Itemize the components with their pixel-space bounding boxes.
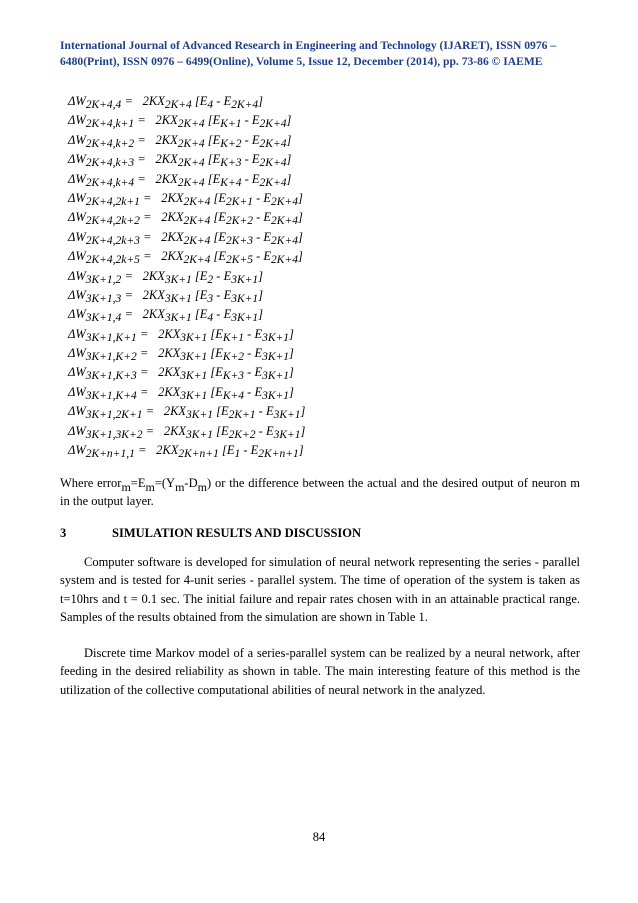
equation-subscript: K+1 — [220, 118, 242, 131]
section-title: SIMULATION RESULTS AND DISCUSSION — [112, 526, 362, 540]
equation-subscript: 3K+1 — [262, 389, 290, 402]
equation-line — [68, 363, 588, 382]
equals-sign: = — [140, 365, 148, 380]
equals-sign: = — [125, 268, 133, 283]
simulation-paragraph: Computer software is developed for simulation of neural network representing the series - parallel system and is tested for 4-unit series - parallel system. The time of operation of the system is taken as t=10hrs and t = 0.1 sec. The initial failure and repair rates chosen with in an attainable practical range. Samples of the results obtained from the simulation are shown in Table 1. — [60, 555, 580, 624]
equation-line — [68, 247, 588, 266]
equation-lhs: $\Delta W_{2K+4,2k+1}$ — [68, 190, 140, 208]
equation-line — [68, 111, 588, 130]
equation-subscript: 2K+4 — [183, 234, 211, 247]
equation-subscript: 2K+4 — [259, 157, 287, 170]
equation-subscript: 2K+4 — [271, 195, 298, 208]
equation-subscript: 2K+4 — [271, 215, 298, 228]
equation-rhs: $2KX_{3K+1}$ $[E_{K+2} - E_{3K+1}]$ — [151, 346, 294, 364]
equation-lhs: $\Delta W_{3K+1,3}$ — [68, 287, 122, 305]
error-text: Where error — [60, 476, 122, 490]
equation-rhs: $2KX_{2K+4}$ $[E_{2K+2} - E_{2K+4}]$ — [154, 210, 303, 228]
equation-subscript: K+4 — [222, 389, 245, 402]
equation-subscript: 3K+1 — [164, 292, 192, 305]
equation-rhs: $2KX_{2K+4}$ $[E_{2K+5} - E_{2K+4}]$ — [154, 249, 303, 267]
equals-sign: = — [138, 171, 146, 186]
equation-subscript: 2K+n+1 — [258, 448, 299, 461]
equation-subscript: 2K+5 — [226, 254, 253, 267]
d-subscript: m — [197, 480, 207, 494]
equation-lhs: $\Delta W_{2K+4,k+4}$ — [68, 171, 135, 189]
equation-subscript: K+3 — [220, 157, 242, 170]
error-definition-rest: ) or the difference between the actual and the desired output of neuron m in the output layer. — [60, 476, 580, 509]
equation-subscript: 2K+4,2k+3 — [85, 234, 140, 247]
equation-subscript: 2K+4 — [271, 234, 298, 247]
equals-sign: = — [143, 229, 151, 244]
equation-subscript: 2K+4,2k+5 — [85, 254, 140, 267]
equals-sign: = — [140, 384, 148, 399]
equation-subscript: 3K+1 — [180, 331, 208, 344]
equation-subscript: 3K+1 — [180, 370, 208, 383]
equation-subscript: 3K+1 — [273, 409, 301, 422]
equation-subscript: 2K+4 — [177, 118, 205, 131]
equation-subscript: 2K+4 — [183, 195, 211, 208]
equation-subscript: 2K+4 — [177, 137, 205, 150]
equation-line — [68, 150, 588, 169]
equation-subscript: 3K+1,4 — [85, 312, 122, 325]
equation-subscript: 3K+1 — [262, 331, 290, 344]
equation-subscript: 2K+4,2k+2 — [85, 215, 140, 228]
equation-subscript: 2K+4 — [183, 215, 211, 228]
equation-subscript: 2K+2 — [226, 215, 253, 228]
equation-lhs: $\Delta W_{3K+1,K+2}$ — [68, 346, 137, 364]
equation-lhs: $\Delta W_{3K+1,2K+1}$ — [68, 404, 143, 422]
equation-line — [68, 422, 588, 441]
journal-header-line-1: International Journal of Advanced Research in Engineering and Technology (IJARET), ISSN 0976 – — [60, 39, 557, 52]
equals-sign: = — [143, 249, 151, 264]
equation-rhs: $2KX_{2K+n+1}$ $[E_1 - E_{2K+n+1}]$ — [149, 443, 304, 461]
equation-subscript: 3K+1 — [186, 409, 213, 422]
equation-lhs: $\Delta W_{2K+4,4}$ — [68, 94, 122, 111]
equation-rhs: $2KX_{3K+1}$ $[E_{K+1} - E_{3K+1}]$ — [151, 326, 294, 344]
equation-subscript: K+2 — [220, 137, 242, 150]
equation-subscript: 4 — [207, 99, 214, 111]
equals-sign: = — [146, 404, 154, 419]
equation-subscript: 2K+4,k+2 — [85, 137, 135, 150]
equation-rhs: $2KX_{3K+1}$ $[E_3 - E_{3K+1}]$ — [136, 287, 264, 305]
equation-subscript: 3K+1 — [231, 312, 259, 325]
equation-subscript: 2K+4,4 — [85, 99, 122, 111]
markov-paragraph: Discrete time Markov model of a series-parallel system can be realized by a neural network, after feeding in the desired reliability as shown in table. The main interesting feature of this method is the utilization of the collective computational abilities of neural network in the analyzed. — [60, 646, 580, 697]
error-subscript: m — [121, 480, 131, 494]
equals-sign: = — [125, 287, 133, 302]
journal-header-line-2: 6480(Print), ISSN 0976 – 6499(Online), Volume 5, Issue 12, December (2014), pp. 73-86 © IAEME — [60, 55, 543, 68]
equals-sign: = — [146, 423, 154, 438]
equation-rhs: $2KX_{2K+4}$ $[E_4 - E_{2K+4}]$ — [136, 94, 264, 111]
equation-lhs: $\Delta W_{2K+4,2k+5}$ — [68, 249, 140, 267]
equation-line — [68, 383, 588, 402]
equation-subscript: 2K+4 — [183, 254, 211, 267]
equals-sign: = — [143, 190, 151, 205]
equals-sign: = — [143, 210, 151, 225]
equation-subscript: K+2 — [222, 351, 245, 364]
equals-sign: = — [140, 326, 148, 341]
equals-sign: = — [138, 152, 146, 167]
equation-line — [68, 208, 588, 227]
equation-lhs: $\Delta W_{2K+4,2k+3}$ — [68, 229, 140, 247]
equation-line — [68, 267, 588, 286]
equation-subscript: 2K+1 — [228, 409, 256, 422]
equals-sign: = — [138, 113, 146, 128]
equation-line — [68, 402, 588, 421]
equation-rhs: $2KX_{3K+1}$ $[E_{2K+1} - E_{3K+1}]$ — [157, 404, 306, 422]
equation-lhs: $\Delta W_{2K+4,k+1}$ — [68, 113, 135, 131]
equation-rhs: $2KX_{3K+1}$ $[E_{K+4} - E_{3K+1}]$ — [151, 384, 294, 402]
equation-line — [68, 344, 588, 363]
equation-subscript: 2K+4 — [164, 99, 192, 111]
equation-subscript: 3K+1 — [231, 292, 259, 305]
equation-subscript: 2K+4 — [259, 118, 287, 131]
equation-rhs: $2KX_{3K+1}$ $[E_4 - E_{3K+1}]$ — [136, 307, 264, 325]
equation-subscript: 2K+4 — [177, 157, 205, 170]
equation-lhs: $\Delta W_{2K+4,k+2}$ — [68, 132, 135, 150]
equation-subscript: 2K+n+1,1 — [85, 448, 135, 461]
equation-subscript: 3K+1 — [180, 389, 208, 402]
equation-subscript: 3K+1,3 — [85, 292, 122, 305]
equation-line — [68, 189, 588, 208]
equation-lhs: $\Delta W_{2K+4,k+3}$ — [68, 152, 135, 170]
e-text: =E — [130, 476, 146, 490]
equation-line — [68, 325, 588, 344]
equation-line — [68, 228, 588, 247]
equation-subscript: 3K+1 — [186, 428, 213, 441]
equation-subscript: 3K+1,2 — [85, 273, 122, 286]
equation-subscript: 2K+4 — [271, 254, 298, 267]
equation-line — [68, 131, 588, 150]
equation-lhs: $\Delta W_{2K+n+1,1}$ — [68, 443, 135, 461]
equation-subscript: 3 — [207, 292, 214, 305]
page-number: 84 — [312, 830, 326, 844]
journal-header — [60, 38, 580, 70]
equation-subscript: 2K+1 — [226, 195, 253, 208]
equation-subscript: 2K+4 — [259, 137, 287, 150]
equation-subscript: 3K+1 — [164, 312, 192, 325]
equals-sign: = — [140, 346, 148, 361]
equation-subscript: 2K+4 — [177, 176, 205, 189]
equation-subscript: 2K+3 — [226, 234, 253, 247]
equation-line — [68, 92, 588, 111]
equals-sign: = — [125, 307, 133, 322]
equation-subscript: 4 — [207, 312, 214, 325]
d-text: -D — [184, 476, 198, 490]
equation-rhs: $2KX_{2K+4}$ $[E_{K+1} - E_{2K+4}]$ — [149, 113, 292, 131]
equation-rhs: $2KX_{2K+4}$ $[E_{2K+1} - E_{2K+4}]$ — [154, 190, 303, 208]
e-subscript: m — [145, 480, 155, 494]
equation-rhs: $2KX_{2K+4}$ $[E_{K+3} - E_{2K+4}]$ — [149, 152, 292, 170]
equals-sign: = — [138, 443, 146, 458]
equation-subscript: 3K+1,K+3 — [85, 370, 137, 383]
equation-rhs: $2KX_{3K+1}$ $[E_{K+3} - E_{3K+1}]$ — [151, 365, 294, 383]
equation-subscript: 2K+2 — [228, 428, 256, 441]
equation-subscript: 3K+1 — [262, 351, 290, 364]
equation-lhs: $\Delta W_{3K+1,K+3}$ — [68, 365, 137, 383]
equation-subscript: 3K+1,K+2 — [85, 351, 137, 364]
equation-lhs: $\Delta W_{3K+1,K+1}$ — [68, 326, 137, 344]
equation-subscript: 3K+1,3K+2 — [85, 428, 143, 441]
equation-subscript: 3K+1 — [273, 428, 301, 441]
y-text: =(Y — [154, 476, 176, 490]
equals-sign: = — [125, 94, 133, 108]
equation-line — [68, 170, 588, 189]
section-number: 3 — [60, 526, 67, 540]
equation-lhs: $\Delta W_{2K+4,2k+2}$ — [68, 210, 140, 228]
error-definition-paragraph — [60, 474, 580, 511]
equation-subscript: 2K+4,k+1 — [85, 118, 135, 131]
equation-rhs: $2KX_{2K+4}$ $[E_{2K+3} - E_{2K+4}]$ — [154, 229, 303, 247]
equation-rhs: $2KX_{3K+1}$ $[E_2 - E_{3K+1}]$ — [136, 268, 264, 286]
equation-subscript: K+3 — [222, 370, 245, 383]
equation-subscript: 3K+1 — [262, 370, 290, 383]
equation-line — [68, 441, 588, 460]
equation-lhs: $\Delta W_{3K+1,4}$ — [68, 307, 122, 325]
equation-subscript: 2K+4 — [259, 176, 287, 189]
weight-update-equations — [68, 92, 588, 460]
section-heading — [60, 526, 580, 541]
equation-line — [68, 286, 588, 305]
equation-rhs: $2KX_{2K+4}$ $[E_{K+4} - E_{2K+4}]$ — [149, 171, 292, 189]
equation-lhs: $\Delta W_{3K+1,2}$ — [68, 268, 122, 286]
equation-rhs: $2KX_{2K+4}$ $[E_{K+2} - E_{2K+4}]$ — [149, 132, 292, 150]
equation-subscript: 3K+1 — [164, 273, 192, 286]
equation-subscript: 2K+4 — [231, 99, 259, 111]
equals-sign: = — [138, 132, 146, 147]
y-subscript: m — [175, 480, 185, 494]
equation-lhs: $\Delta W_{3K+1,3K+2}$ — [68, 423, 143, 441]
equation-subscript: 2K+4,k+3 — [85, 157, 135, 170]
equation-subscript: 2K+4,k+4 — [85, 176, 135, 189]
equation-line — [68, 305, 588, 324]
equation-subscript: K+1 — [222, 331, 245, 344]
equation-subscript: 2K+n+1 — [178, 448, 219, 461]
equation-lhs: $\Delta W_{3K+1,K+4}$ — [68, 384, 137, 402]
equation-subscript: 3K+1,2K+1 — [85, 409, 143, 422]
equation-subscript: 3K+1,K+4 — [85, 389, 137, 402]
equation-subscript: K+4 — [220, 176, 242, 189]
equation-rhs: $2KX_{3K+1}$ $[E_{2K+2} - E_{3K+1}]$ — [157, 423, 306, 441]
equation-subscript: 2 — [207, 273, 214, 286]
equation-subscript: 1 — [234, 448, 241, 461]
equation-subscript: 3K+1,K+1 — [85, 331, 137, 344]
equation-subscript: 3K+1 — [231, 273, 259, 286]
equation-subscript: 3K+1 — [180, 351, 208, 364]
equation-subscript: 2K+4,2k+1 — [85, 195, 140, 208]
